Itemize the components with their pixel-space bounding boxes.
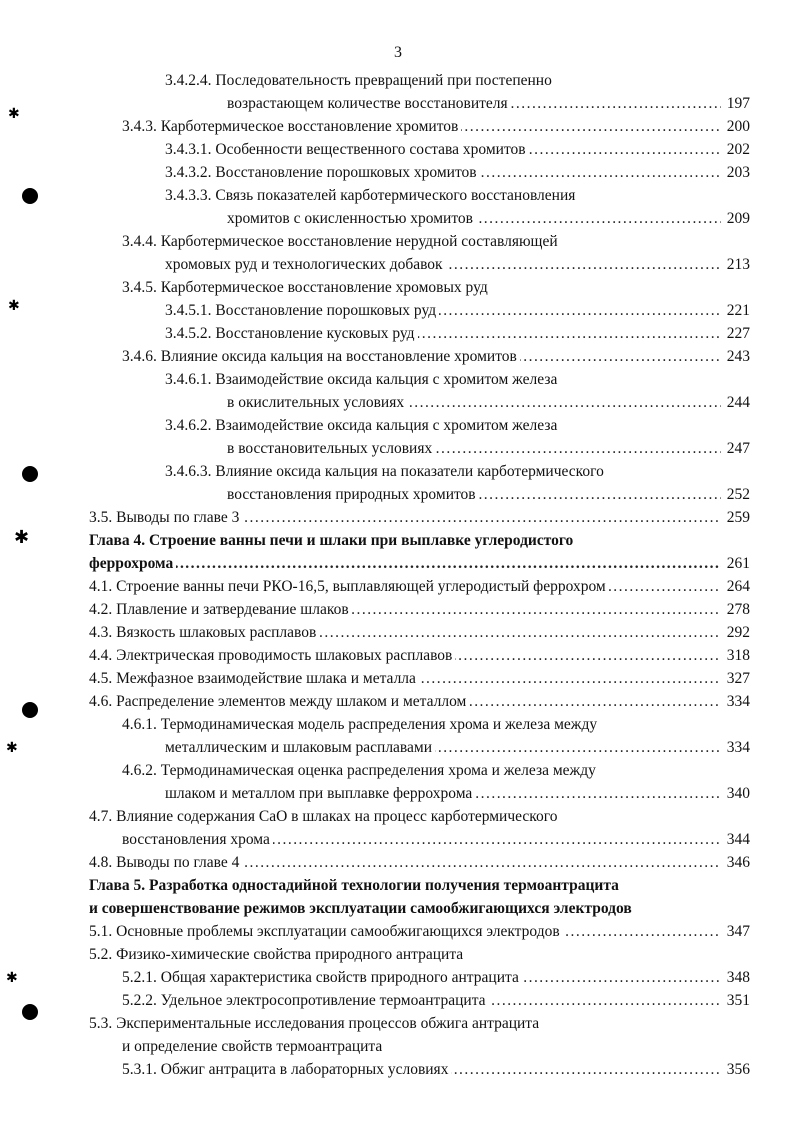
scan-smudge: ✱ bbox=[14, 527, 30, 547]
toc-entry: . . . 3.4.3.1. Особенности вещественного состава хромитов 202 bbox=[165, 139, 750, 161]
binder-hole bbox=[22, 702, 38, 718]
chapter-heading: . . . феррохрома 261 bbox=[89, 553, 750, 575]
scan-smudge: ✱ bbox=[8, 107, 20, 122]
toc-entry: 3.4.6.2. Взаимодействие оксида кальция с хромитом железа bbox=[165, 417, 558, 434]
toc-entry: . . . 5.1. Основные проблемы эксплуатации самообжигающихся электродов 347 bbox=[89, 921, 750, 943]
toc-entry: . . . 4.3. Вязкость шлаковых расплавов 292 bbox=[89, 622, 750, 644]
toc-entry: 3.4.3.3. Связь показателей карботермического восстановления bbox=[165, 187, 576, 204]
toc-entry: . . . восстановления хрома 344 bbox=[122, 829, 750, 851]
toc-entry: . . . хромовых руд и технологических добавок 213 bbox=[165, 254, 750, 276]
toc-entry: . . . восстановления природных хромитов 252 bbox=[227, 484, 750, 506]
toc-entry: . . . 4.1. Строение ванны печи РКО-16,5, выплавляющей углеродистый феррохром 264 bbox=[89, 576, 750, 598]
scan-smudge: ✱ bbox=[6, 971, 18, 986]
toc-entry: 5.2. Физико-химические свойства природного антрацита bbox=[89, 946, 464, 963]
toc-entry: 5.3. Экспериментальные исследования процессов обжига антрацита bbox=[89, 1015, 540, 1032]
toc-entry: . . . шлаком и металлом при выплавке феррохрома 340 bbox=[165, 783, 750, 805]
toc-entry: . . . 3.4.6. Влияние оксида кальция на восстановление хромитов 243 bbox=[122, 346, 750, 368]
toc-entry: . . . 4.5. Межфазное взаимодействие шлака и металла 327 bbox=[89, 668, 750, 690]
toc-entry: . . . 4.2. Плавление и затвердевание шлаков 278 bbox=[89, 599, 750, 621]
toc-entry: . . . металлическим и шлаковым расплавами 334 bbox=[165, 737, 750, 759]
toc-entry: . . . 3.4.3.2. Восстановление порошковых хромитов 203 bbox=[165, 162, 750, 184]
binder-hole bbox=[22, 1004, 38, 1020]
toc-entry: 3.4.6.1. Взаимодействие оксида кальция с хромитом железа bbox=[165, 371, 558, 388]
toc-entry: 3.4.6.3. Влияние оксида кальция на показатели карботермического bbox=[165, 463, 604, 480]
toc-entry: . . . 3.5. Выводы по главе 3 259 bbox=[89, 507, 750, 529]
toc-entry: . . . 4.4. Электрическая проводимость шлаковых расплавов 318 bbox=[89, 645, 750, 667]
scan-smudge: ✱ bbox=[6, 741, 18, 756]
toc-entry: 4.7. Влияние содержания CaO в шлаках на процесс карботермического bbox=[89, 808, 558, 825]
toc-entry: 3.4.2.4. Последовательность превращений при постепенно bbox=[165, 72, 552, 89]
toc-entry: . . . возрастающем количестве восстановителя 197 bbox=[227, 93, 750, 115]
binder-hole bbox=[22, 466, 38, 482]
toc-entry: 4.6.1. Термодинамическая модель распределения хрома и железа между bbox=[122, 716, 598, 733]
toc-entry: . . . в восстановительных условиях 247 bbox=[227, 438, 750, 460]
chapter-heading: Глава 5. Разработка одностадийной технологии получения термоантрацита bbox=[89, 877, 619, 894]
toc-entry: 4.6.2. Термодинамическая оценка распределения хрома и железа между bbox=[122, 762, 596, 779]
toc-entry: и определение свойств термоантрацита bbox=[122, 1038, 383, 1055]
toc-entry: . . . 5.2.1. Общая характеристика свойств природного антрацита 348 bbox=[122, 967, 750, 989]
page-number: 3 bbox=[394, 44, 402, 61]
toc-entry: . . . 3.4.5.1. Восстановление порошковых руд 221 bbox=[165, 300, 750, 322]
scan-smudge: ✱ bbox=[8, 299, 20, 314]
toc-entry: . . . в окислительных условиях 244 bbox=[227, 392, 750, 414]
chapter-heading: и совершенствование режимов эксплуатации самообжигающихся электродов bbox=[89, 900, 632, 917]
toc-entry: . . . 3.4.5.2. Восстановление кусковых руд 227 bbox=[165, 323, 750, 345]
toc-entry: 3.4.5. Карботермическое восстановление хромовых руд bbox=[122, 279, 488, 296]
binder-hole bbox=[22, 188, 38, 204]
toc-entry: . . . 4.6. Распределение элементов между шлаком и металлом 334 bbox=[89, 691, 750, 713]
toc-entry: . . . 5.3.1. Обжиг антрацита в лабораторных условиях 356 bbox=[122, 1059, 750, 1081]
toc-entry: . . . 4.8. Выводы по главе 4 346 bbox=[89, 852, 750, 874]
toc-entry: 3.4.4. Карботермическое восстановление нерудной составляющей bbox=[122, 233, 558, 250]
toc-entry: . . . 3.4.3. Карботермическое восстановление хромитов 200 bbox=[122, 116, 750, 138]
toc-entry: . . . хромитов с окисленностью хромитов 209 bbox=[227, 208, 750, 230]
toc-entry: . . . 5.2.2. Удельное электросопротивление термоантрацита 351 bbox=[122, 990, 750, 1012]
chapter-heading: Глава 4. Строение ванны печи и шлаки при выплавке углеродистого bbox=[89, 532, 574, 549]
